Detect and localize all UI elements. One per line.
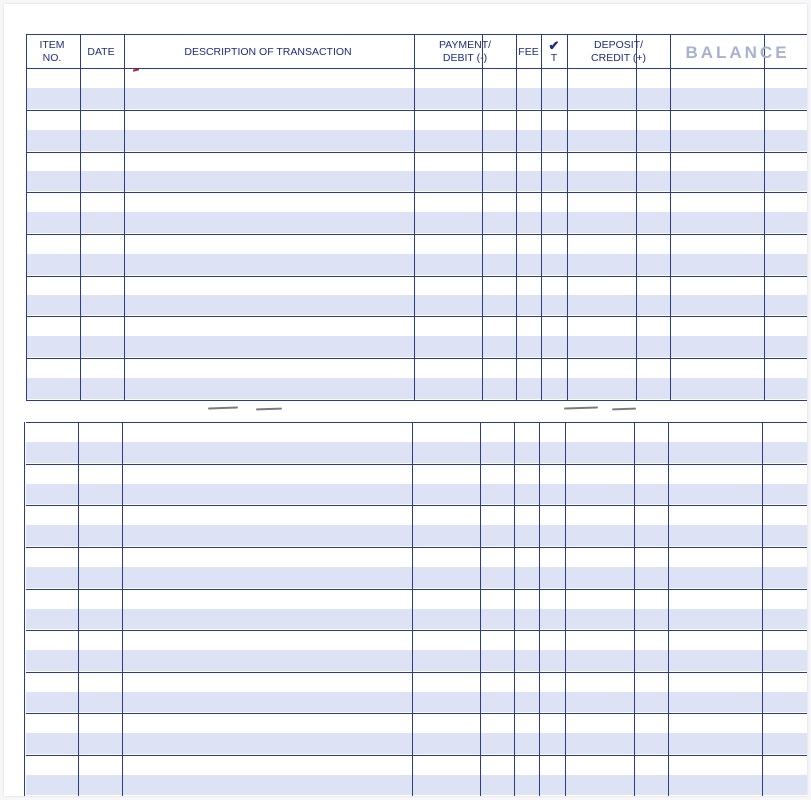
header-deposit-line2: CREDIT (+)	[591, 52, 646, 64]
header-description-label: DESCRIPTION OF TRANSACTION	[184, 45, 352, 58]
header-fee	[516, 36, 541, 68]
row-rule	[26, 152, 807, 153]
row-rule	[26, 630, 807, 631]
shaded-row-band	[26, 692, 807, 712]
row-rule	[26, 713, 807, 714]
header-date-label: DATE	[87, 45, 115, 58]
column-rule	[541, 34, 542, 400]
column-rule	[539, 422, 540, 796]
row-rule	[26, 547, 807, 548]
row-rule	[26, 464, 807, 465]
column-rule	[78, 422, 79, 796]
header-description	[124, 36, 412, 68]
row-rule	[26, 505, 807, 506]
column-rule	[516, 34, 517, 400]
row-rule	[26, 276, 807, 277]
header-item-line2: NO.	[42, 52, 62, 64]
header-t-label: T	[550, 52, 558, 64]
row-rule	[26, 589, 807, 590]
shaded-row-band	[26, 254, 807, 275]
row-rule	[26, 316, 807, 317]
shaded-row-band	[26, 130, 807, 151]
shaded-row-band	[26, 295, 807, 315]
shaded-row-band	[26, 88, 807, 109]
header-item-no	[26, 36, 78, 68]
header-deposit-credit	[567, 36, 670, 68]
header-payment-debit	[414, 36, 516, 68]
row-rule	[26, 68, 807, 69]
header-payment-line1: PAYMENT/	[438, 39, 492, 51]
row-rule	[26, 755, 807, 756]
header-balance	[670, 36, 805, 68]
column-rule	[668, 422, 669, 796]
row-rule	[26, 110, 807, 111]
column-rule	[26, 34, 27, 400]
shaded-row-band	[26, 650, 807, 671]
shaded-row-band	[26, 212, 807, 233]
header-date	[80, 36, 122, 68]
row-rule	[26, 422, 807, 423]
row-rule	[26, 672, 807, 673]
shaded-row-band	[26, 484, 807, 504]
column-rule	[414, 34, 415, 400]
column-rule	[122, 422, 123, 796]
header-balance-label: BALANCE	[685, 42, 790, 62]
shaded-row-band	[26, 733, 807, 754]
row-rule	[26, 358, 807, 359]
column-rule	[482, 34, 483, 400]
header-check-t	[541, 36, 567, 68]
row-rule	[26, 234, 807, 235]
column-rule	[80, 34, 81, 400]
column-rule	[636, 34, 637, 400]
column-rule	[670, 34, 671, 400]
shaded-row-band	[26, 609, 807, 629]
column-rule	[24, 422, 25, 796]
shaded-row-band	[26, 336, 807, 357]
header-deposit-line1: DEPOSIT/	[593, 39, 643, 51]
row-rule	[26, 400, 807, 401]
column-rule	[762, 422, 763, 796]
header-item-line1: ITEM	[39, 39, 65, 51]
column-rule	[634, 422, 635, 796]
shaded-row-band	[26, 525, 807, 546]
header-fee-label: FEE	[518, 45, 539, 58]
column-rule	[480, 422, 481, 796]
shaded-row-band	[26, 171, 807, 191]
shaded-row-band	[26, 378, 807, 399]
ledger-grid	[4, 4, 807, 796]
column-rule	[412, 422, 413, 796]
column-rule	[514, 422, 515, 796]
shaded-row-band	[26, 567, 807, 588]
row-rule	[26, 192, 807, 193]
column-rule	[565, 422, 566, 796]
header-payment-line2: DEBIT (-)	[442, 52, 488, 64]
shaded-row-band	[26, 442, 807, 463]
check-register-sheet	[4, 4, 807, 796]
column-rule	[567, 34, 568, 400]
column-rule	[124, 34, 125, 400]
check-mark-icon: ✔	[548, 38, 560, 53]
column-rule	[764, 34, 765, 400]
shaded-row-band	[26, 775, 807, 795]
